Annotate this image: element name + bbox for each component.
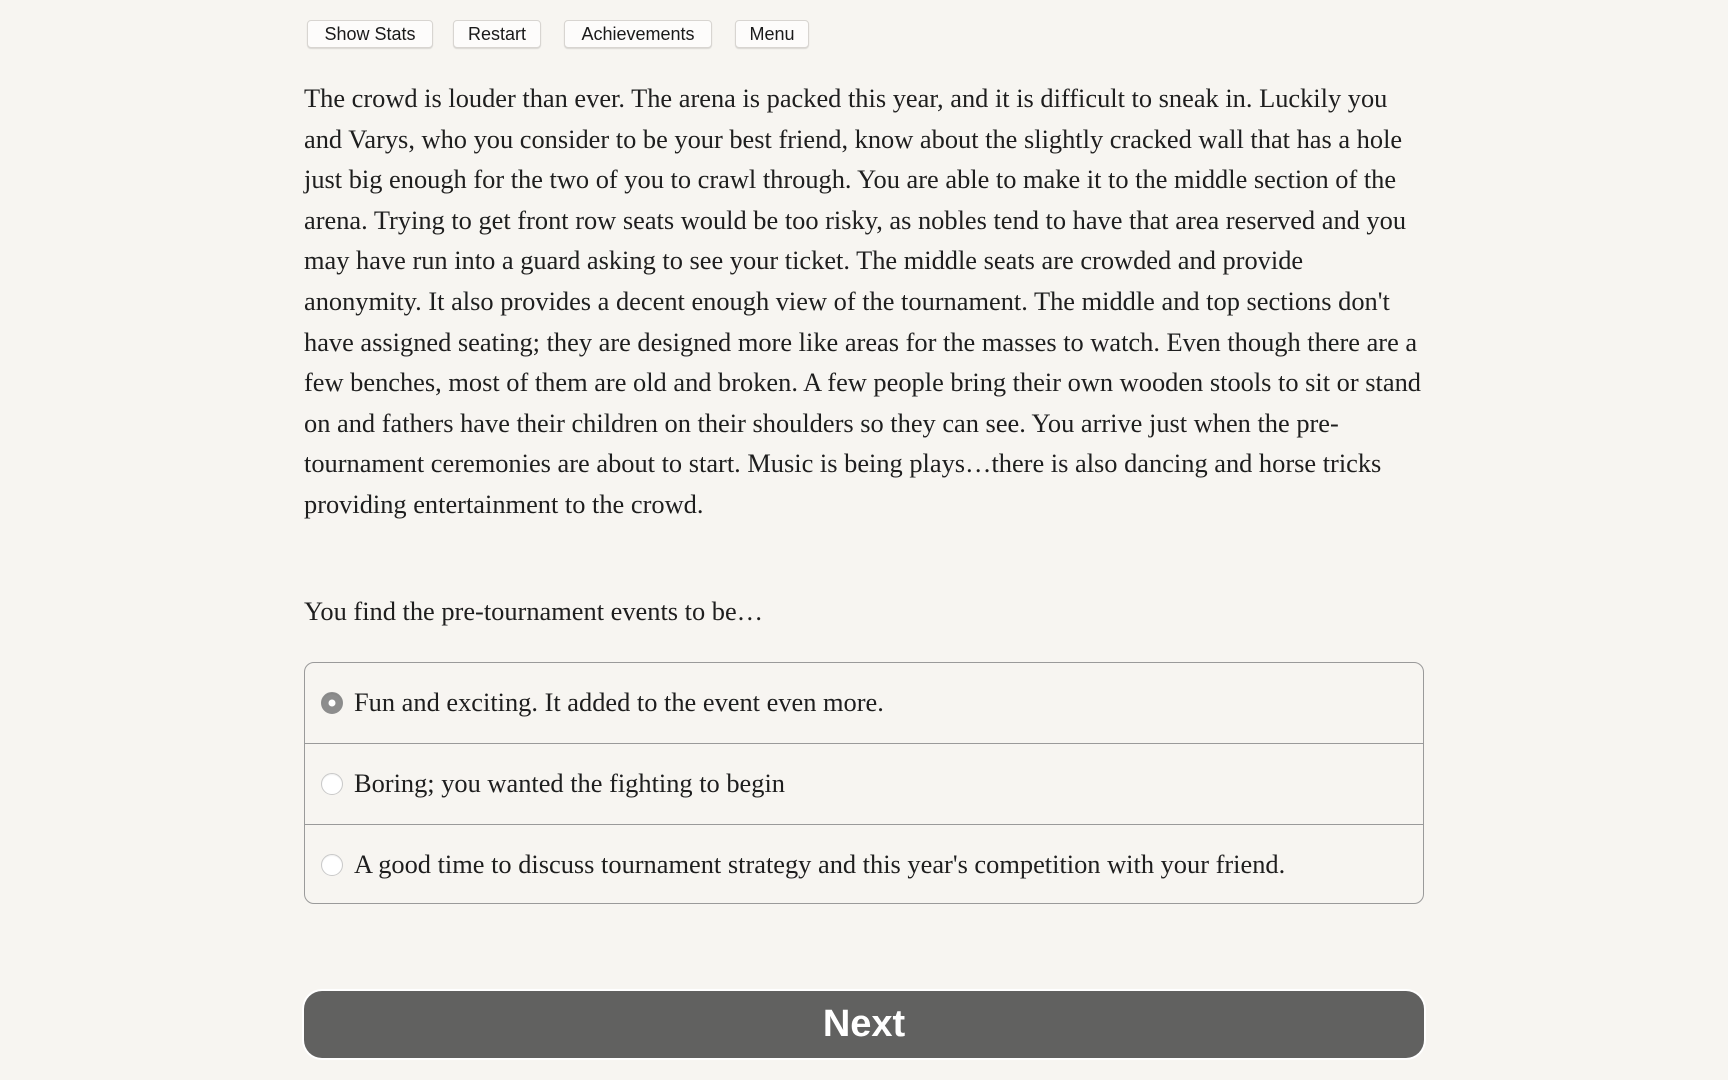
choice-option-2[interactable]: [305, 744, 1423, 825]
story-paragraph: The crowd is louder than ever. The arena is packed this year, and it is difficult to sneak in. Luckily you and Varys, who you consider to be your best friend, know about the slightly cracked wall that has a hole just big enough for the two of you to crawl through. You are able to make it to the middle section of the arena. Trying to get front row seats would be too risky, as nobles tend to have that area reserved and you may have run into a guard asking to see your ticket. The middle seats are crowded and provide anonymity. It also provides a decent enough view of the tournament. The middle and top sections don't have assigned seating; they are designed more like areas for the masses to watch. Even though there are a few benches, most of them are old and broken. A few people bring their own wooden stools to sit or stand on and fathers have their children on their shoulders so they can see. You arrive just when the pre-tournament ceremonies are about to start. Music is being plays…there is also dancing and horse tricks providing entertainment to the crowd.: [304, 83, 1421, 519]
show-stats-button[interactable]: Show Stats: [307, 20, 433, 48]
achievements-button[interactable]: Achievements: [564, 20, 712, 48]
choice-prompt: You find the pre-tournament events to be…: [304, 596, 764, 626]
restart-button[interactable]: Restart: [453, 20, 541, 48]
next-button[interactable]: Next: [304, 991, 1424, 1058]
choice-option-1[interactable]: [305, 663, 1423, 744]
radio-selected-icon[interactable]: [321, 692, 343, 714]
choice-option-3[interactable]: [305, 825, 1423, 903]
choice-label: Fun and exciting. It added to the event even more.: [354, 687, 884, 717]
radio-unselected-icon[interactable]: [321, 773, 343, 795]
story-text: [304, 78, 1424, 525]
choice-label: Boring; you wanted the fighting to begin: [354, 768, 785, 798]
choice-list: [304, 662, 1424, 904]
choice-label: A good time to discuss tournament strategy and this year's competition with your friend.: [354, 849, 1286, 879]
radio-unselected-icon[interactable]: [321, 854, 343, 876]
menu-button[interactable]: Menu: [735, 20, 809, 48]
